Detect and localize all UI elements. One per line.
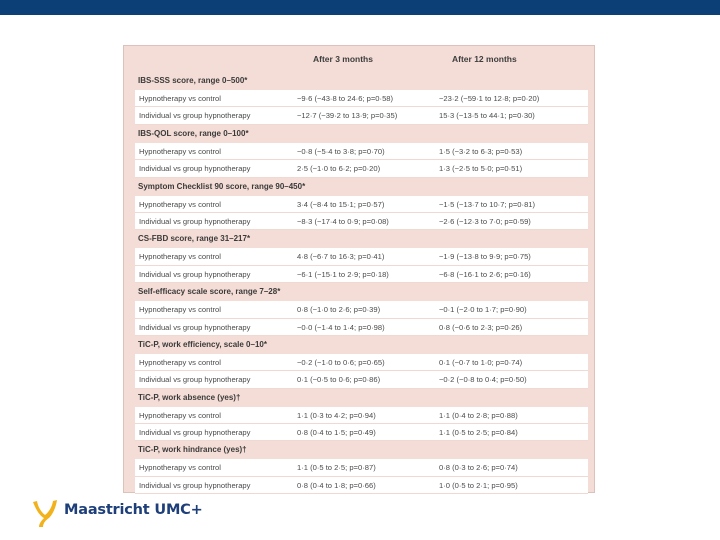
table-row — [135, 459, 588, 476]
value-3-months: −12·7 (−39·2 to 13·9; p=0·35) — [297, 111, 398, 121]
value-12-months: −1·5 (−13·7 to 10·7; p=0·81) — [439, 199, 536, 209]
section-title: IBS-QOL score, range 0–100* — [138, 128, 249, 138]
row-label: Individual vs group hypnotherapy — [139, 269, 251, 279]
row-label: Individual vs group hypnotherapy — [139, 111, 251, 121]
table-row — [135, 213, 588, 230]
value-12-months: −0·1 (−2·0 to 1·7; p=0·90) — [439, 305, 527, 315]
value-3-months: 1·1 (0·3 to 4·2; p=0·94) — [297, 410, 376, 420]
section-title: IBS-SSS score, range 0–500* — [138, 76, 248, 85]
column-header-12-months: After 12 months — [452, 54, 517, 64]
value-3-months: 1·1 (0·5 to 2·5; p=0·87) — [297, 463, 376, 473]
table-row — [135, 90, 588, 107]
value-3-months: −0·8 (−5·4 to 3·8; p=0·70) — [297, 146, 385, 156]
value-3-months: 2·5 (−1·0 to 6·2; p=0·20) — [297, 164, 381, 174]
table-row — [135, 371, 588, 388]
value-12-months: −1·9 (−13·8 to 9·9; p=0·75) — [439, 252, 531, 262]
value-12-months: 0·8 (0·3 to 2·6; p=0·74) — [439, 463, 518, 473]
row-label: Hypnotherapy vs control — [139, 463, 221, 473]
table-row — [135, 248, 588, 265]
value-12-months: 0·8 (−0·6 to 2·3; p=0·26) — [439, 322, 523, 332]
value-3-months: 3·4 (−8·4 to 15·1; p=0·57) — [297, 199, 385, 209]
column-header-3-months: After 3 months — [313, 54, 373, 64]
value-3-months: −9·6 (−43·8 to 24·6; p=0·58) — [297, 94, 394, 103]
section-title: TiC-P, work absence (yes)† — [138, 392, 241, 402]
maastricht-umc-logo — [30, 496, 230, 528]
value-12-months: −0·2 (−0·8 to 0·4; p=0·50) — [439, 375, 527, 385]
row-label: Individual vs group hypnotherapy — [139, 164, 251, 174]
value-3-months: 0·1 (−0·5 to 0·6; p=0·86) — [297, 375, 381, 385]
table-row — [135, 143, 588, 160]
row-label: Hypnotherapy vs control — [139, 410, 221, 420]
row-label: Hypnotherapy vs control — [139, 305, 221, 315]
value-12-months: 1·1 (0·5 to 2·5; p=0·84) — [439, 428, 518, 438]
top-banner — [0, 0, 720, 15]
section-title: Self-efficacy scale score, range 7–28* — [138, 287, 281, 297]
table-row — [135, 407, 588, 424]
value-3-months: 0·8 (0·4 to 1·5; p=0·49) — [297, 428, 376, 438]
value-12-months: 1·0 (0·5 to 2·1; p=0·95) — [439, 480, 518, 490]
value-12-months: −6·8 (−16·1 to 2·6; p=0·16) — [439, 269, 531, 279]
row-label: Individual vs group hypnotherapy — [139, 216, 251, 226]
value-3-months: −0·2 (−1·0 to 0·6; p=0·65) — [297, 357, 385, 367]
results-table — [123, 45, 595, 493]
table-row — [135, 266, 588, 283]
row-label: Individual vs group hypnotherapy — [139, 375, 251, 385]
value-3-months: 4·8 (−6·7 to 16·3; p=0·41) — [297, 252, 385, 262]
table-row — [135, 354, 588, 371]
section-title: TiC-P, work hindrance (yes)† — [138, 445, 247, 455]
maastricht-logo-mark-icon — [30, 496, 60, 528]
value-3-months: 0·8 (−1·0 to 2·6; p=0·39) — [297, 305, 381, 315]
row-label: Hypnotherapy vs control — [139, 146, 221, 156]
value-3-months: 0·8 (0·4 to 1·8; p=0·66) — [297, 480, 376, 490]
table-row — [135, 160, 588, 177]
section-title: CS-FBD score, range 31–217* — [138, 234, 251, 244]
logo-wordmark: Maastricht UMC+ — [64, 502, 203, 518]
row-label: Individual vs group hypnotherapy — [139, 322, 251, 332]
section-title: TiC-P, work efficiency, scale 0–10* — [138, 339, 267, 349]
row-label: Individual vs group hypnotherapy — [139, 480, 251, 490]
value-3-months: −0·0 (−1·4 to 1·4; p=0·98) — [297, 322, 385, 332]
table-header — [124, 46, 594, 72]
row-label: Individual vs group hypnotherapy — [139, 428, 251, 438]
table-row — [135, 477, 588, 494]
value-12-months: 0·1 (−0·7 to 1·0; p=0·74) — [439, 357, 523, 367]
table-row — [135, 107, 588, 124]
table-row — [135, 424, 588, 441]
value-12-months: 1·5 (−3·2 to 6·3; p=0·53) — [439, 146, 523, 156]
value-12-months: 1·1 (0·4 to 2·8; p=0·88) — [439, 410, 518, 420]
value-12-months: −23·2 (−59·1 to 12·8; p=0·20) — [439, 94, 540, 103]
table-row — [135, 301, 588, 318]
value-12-months: −2·6 (−12·3 to 7·0; p=0·59) — [439, 216, 531, 226]
value-3-months: −6·1 (−15·1 to 2·9; p=0·18) — [297, 269, 389, 279]
row-label: Hypnotherapy vs control — [139, 252, 221, 262]
value-12-months: 1·3 (−2·5 to 5·0; p=0·51) — [439, 164, 523, 174]
row-label: Hypnotherapy vs control — [139, 357, 221, 367]
row-label: Hypnotherapy vs control — [139, 94, 221, 103]
value-3-months: −8·3 (−17·4 to 0·9; p=0·08) — [297, 216, 389, 226]
section-title: Symptom Checklist 90 score, range 90–450* — [138, 181, 306, 191]
table-row — [135, 196, 588, 213]
row-label: Hypnotherapy vs control — [139, 199, 221, 209]
value-12-months: 15·3 (−13·5 to 44·1; p=0·30) — [439, 111, 535, 121]
table-row — [135, 319, 588, 336]
table-body — [124, 72, 594, 494]
